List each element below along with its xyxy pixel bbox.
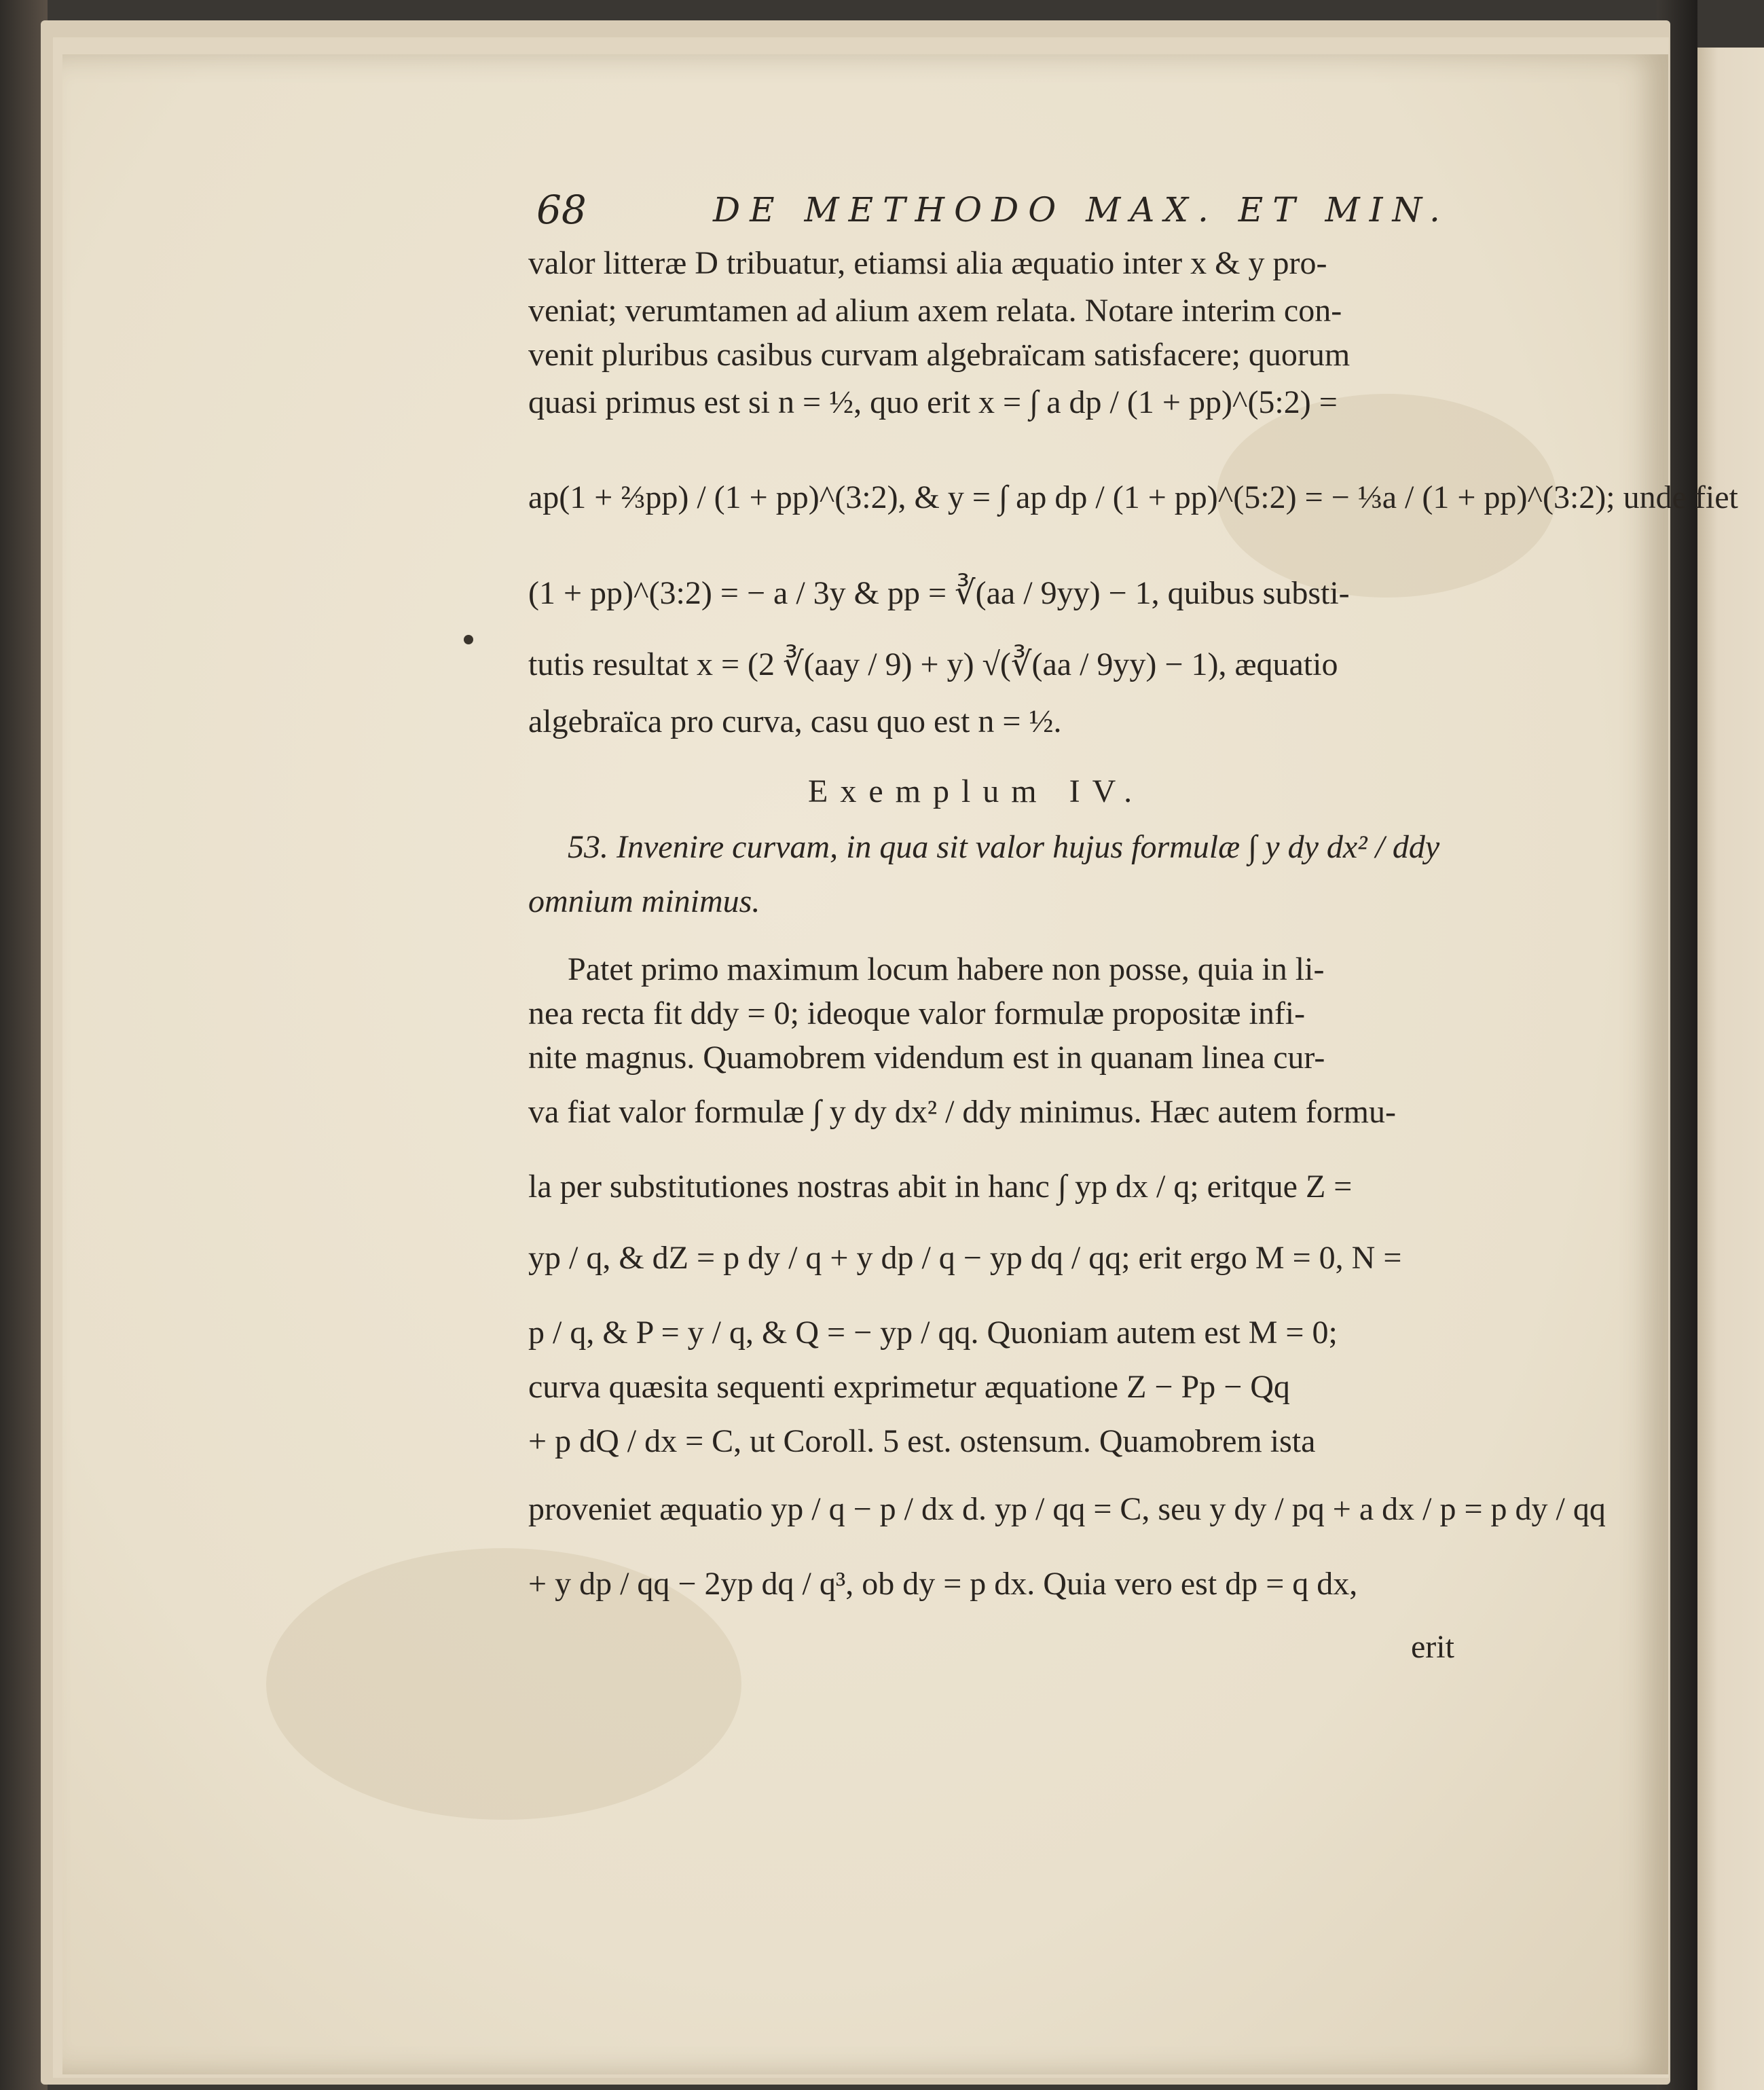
body-line: yp / q, & dZ = p dy / q + y dp / q − yp dq / qq; erit ergo M = 0, N = bbox=[528, 1240, 1402, 1276]
problem-statement-cont: omnium minimus. bbox=[528, 883, 760, 919]
section-title: Exemplum IV. bbox=[808, 773, 1145, 809]
next-page-edge bbox=[1687, 48, 1764, 2090]
body-line: nea recta fit ddy = 0; ideoque valor formulæ propositæ infi- bbox=[528, 995, 1306, 1031]
text-line: venit pluribus casibus curvam algebraïcam satisfacere; quorum bbox=[528, 337, 1350, 373]
body-line: + y dp / qq − 2yp dq / q³, ob dy = p dx. Quia vero est dp = q dx, bbox=[528, 1566, 1358, 1602]
body-line: + p dQ / dx = C, ut Coroll. 5 est. ostensum. Quamobrem ista bbox=[528, 1423, 1316, 1459]
formula-line: ap(1 + ⅔pp) / (1 + pp)^(3:2), & y = ∫ ap dp / (1 + pp)^(5:2) = − ⅓a / (1 + pp)^(3:2); unde fiet bbox=[528, 479, 1738, 515]
body-line: p / q, & P = y / q, & Q = − yp / qq. Quoniam autem est M = 0; bbox=[528, 1315, 1338, 1351]
text-line: algebraïca pro curva, casu quo est n = ½. bbox=[528, 703, 1062, 739]
formula-line: tutis resultat x = (2 ∛(aay / 9) + y) √(∛(aa / 9yy) − 1), æquatio bbox=[528, 646, 1338, 682]
body-line: la per substitutiones nostras abit in hanc ∫ yp dx / q; eritque Z = bbox=[528, 1169, 1353, 1205]
formula-line: quasi primus est si n = ½, quo erit x = ∫ a dp / (1 + pp)^(5:2) = bbox=[528, 384, 1338, 420]
body-line: proveniet æquatio yp / q − p / dx d. yp / qq = C, seu y dy / pq + a dx / p = p dy / qq bbox=[528, 1491, 1606, 1527]
body-line: curva quæsita sequenti exprimetur æquatione Z − Pp − Qq bbox=[528, 1369, 1290, 1405]
running-head: DE METHODO MAX. ET MIN. bbox=[713, 190, 1450, 230]
catchword: erit bbox=[1411, 1629, 1454, 1665]
problem-statement: 53. Invenire curvam, in qua sit valor hujus formulæ ∫ y dy dx² / ddy bbox=[568, 829, 1440, 865]
body-line: nite magnus. Quamobrem videndum est in quanam linea cur- bbox=[528, 1040, 1325, 1076]
formula-line: (1 + pp)^(3:2) = − a / 3y & pp = ∛(aa / 9yy) − 1, quibus substi- bbox=[528, 575, 1350, 611]
text-line: veniat; verumtamen ad alium axem relata. Notare interim con- bbox=[528, 293, 1342, 329]
margin-ink-dot bbox=[464, 635, 473, 644]
body-line: va fiat valor formulæ ∫ y dy dx² / ddy minimus. Hæc autem formu- bbox=[528, 1094, 1396, 1130]
text-line: valor litteræ D tribuatur, etiamsi alia æquatio inter x & y pro- bbox=[528, 245, 1327, 281]
page-number: 68 bbox=[536, 187, 587, 233]
body-line: Patet primo maximum locum habere non posse, quia in li- bbox=[568, 951, 1325, 987]
